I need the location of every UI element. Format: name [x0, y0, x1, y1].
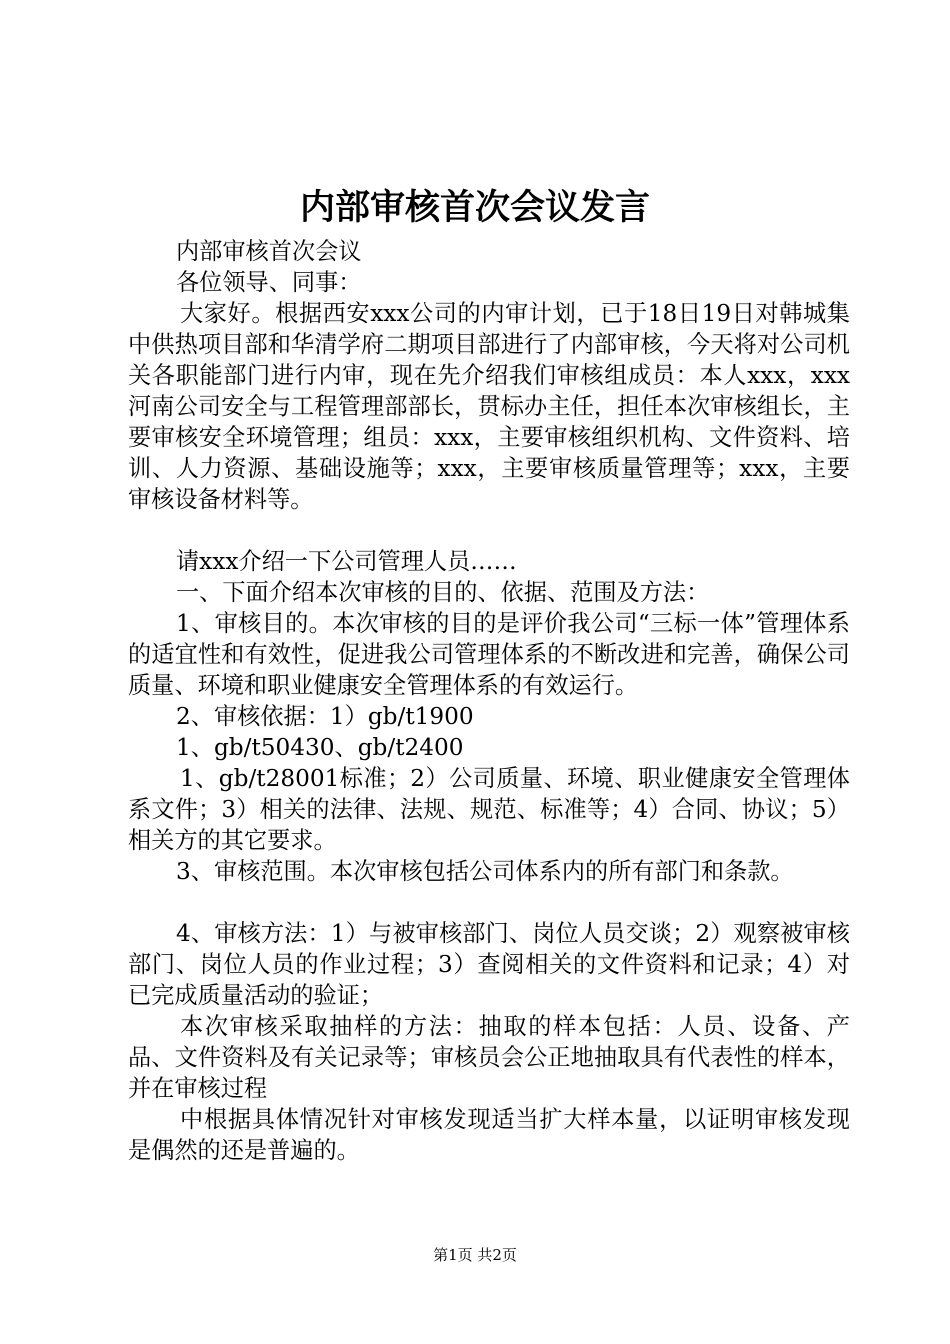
paragraph-audit-basis-standards: 1、gb/t28001标准；2）公司质量、环境、职业健康安全管理体系文件；3）相关的法律、法规、规范、标准等；4）合同、协议；5）相关方的其它要求。: [128, 765, 850, 854]
paragraph-audit-basis: 2、审核依据：1）gb/t1900: [176, 703, 474, 730]
paragraph-salutation: 各位领导、同事：: [176, 269, 362, 296]
paragraph-gap: [128, 515, 850, 546]
paragraph-audit-purpose: 1、审核目的。本次审核的目的是评价我公司“三标一体”管理体系的适宜性和有效性，促进我公司管理体系的不断改进和完善，确保公司质量、环境和职业健康安全管理体系的有效运行。: [128, 610, 850, 699]
document-body: [128, 236, 850, 1166]
paragraph-heading: 内部审核首次会议: [176, 238, 362, 265]
paragraph-audit-method: 4、审核方法：1）与被审核部门、岗位人员交谈；2）观察被审核部门、岗位人员的作业过程；3）查阅相关的文件资料和记录；4）对已完成质量活动的验证；: [128, 920, 850, 1009]
paragraph-manager-intro: 请xxx介绍一下公司管理人员……: [176, 548, 517, 575]
document-title: 内部审核首次会议发言: [299, 188, 650, 228]
paragraph-sampling: 本次审核采取抽样的方法：抽取的样本包括：人员、设备、产品、文件资料及有关记录等；审核员会公正地抽取具有代表性的样本，并在审核过程: [128, 1013, 850, 1102]
paragraph-gap: [128, 887, 850, 918]
paragraph-audit-basis-cont: 1、gb/t50430、gb/t2400: [176, 734, 464, 761]
paragraph-audit-scope: 3、审核范围。本次审核包括公司体系内的所有部门和条款。: [176, 858, 794, 885]
paragraph-introduction: 大家好。根据西安xxx公司的内审计划，已于18日19日对韩城集中供热项目部和华清学府二期项目部进行了内部审核，今天将对公司机关各职能部门进行内审，现在先介绍我们审核组成员：本人xxx，xxx河南公司安全与工程管理部部长，贯标办主任，担任本次审核组长，主要审核安全环境管理；组员：xxx，主要审核组织机构、文件资料、培训、人力资源、基础设施等；xxx，主要审核质量管理等；xxx，主要审核设备材料等。: [128, 300, 850, 513]
page-number-footer: 第1页 共2页: [433, 1246, 517, 1264]
paragraph-sampling-cont: 中根据具体情况针对审核发现适当扩大样本量，以证明审核发现是偶然的还是普遍的。: [128, 1106, 850, 1164]
paragraph-section-one: 一、下面介绍本次审核的目的、依据、范围及方法：: [176, 579, 710, 606]
